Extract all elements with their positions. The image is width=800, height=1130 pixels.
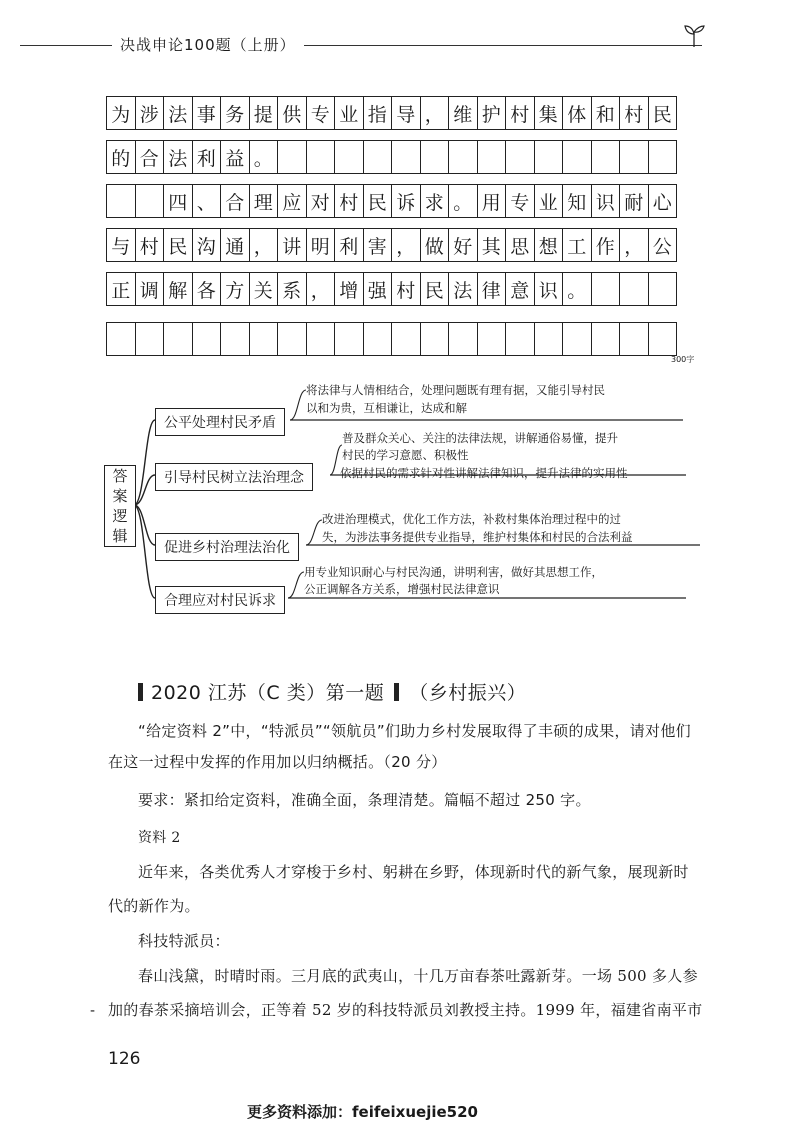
grid-cell: ， [250,229,279,261]
grid-cell: ， [307,273,336,305]
grid-cell: 法 [164,97,193,129]
requirement-text: 要求：紧扣给定资料，准确全面，条理清楚。篇幅不超过 250 字。 [138,791,591,809]
grid-cell: 应 [278,185,307,217]
grid-cell: 各 [193,273,222,305]
branch-2-note-2: 村民的学习意愿、积极性 [342,448,469,462]
branch-4-note-2: 公正调解各方关系，增强村民法律意识 [304,582,500,596]
grid-cell: 求 [421,185,450,217]
grid-cell: 害 [364,229,393,261]
grid-cell: 利 [335,229,364,261]
grid-cell: 想 [535,229,564,261]
branch-1: 公平处理村民矛盾 [155,408,285,436]
grid-cell: 村 [620,97,649,129]
grid-cell: 公 [649,229,678,261]
grid-cell: 知 [563,185,592,217]
grid-cell: 其 [478,229,507,261]
grid-cell: 讲 [278,229,307,261]
branch-1-note-2: 以和为贵，互相谦让，达成和解 [306,401,467,415]
grid-cell: 方 [221,273,250,305]
grid-cell: 作 [592,229,621,261]
material-paragraph-1b: 代的新作为。 [108,897,200,915]
grid-cell: 务 [221,97,250,129]
material-paragraph-2a: 春山浅黛，时晴时雨。三月底的武夷山，十几万亩春茶吐露新芽。一场 500 多人参 [138,967,698,985]
sub-heading: 科技特派员： [138,932,230,950]
grid-cell: 合 [136,141,165,173]
grid-cell: 沟 [193,229,222,261]
grid-cell: 增 [335,273,364,305]
grid-cell: 业 [335,97,364,129]
grid-cell: 识 [592,185,621,217]
grid-cell: 解 [164,273,193,305]
grid-cell: 利 [193,141,222,173]
grid-cell: 村 [392,273,421,305]
grid-cell: 意 [506,273,535,305]
grid-cell: 为 [107,97,136,129]
grid-cell: 维 [449,97,478,129]
branch-3: 促进乡村治理法治化 [155,533,299,561]
mindmap-root [104,465,136,547]
grid-cell: 对 [307,185,336,217]
grid-cell: 律 [478,273,507,305]
grid-cell: 强 [364,273,393,305]
grid-cell: 系 [278,273,307,305]
book-title: 决战申论100题（上册） [112,34,304,55]
grid-cell: 。 [563,273,592,305]
grid-cell: 村 [335,185,364,217]
grid-cell: 的 [107,141,136,173]
grid-cell: 调 [136,273,165,305]
branch-1-note-1: 将法律与人情相结合，处理问题既有理有据，又能引导村民 [306,383,605,397]
branch-3-note-2: 失，为涉法事务提供专业指导，维护村集体和村民的合法利益 [322,530,633,544]
grid-cell: 用 [478,185,507,217]
branch-4: 合理应对村民诉求 [155,586,285,614]
page-number: 126 [108,1049,141,1069]
grid-cell: 识 [535,273,564,305]
word-count-marker: 300字 [671,355,695,364]
material-paragraph-1a: 近年来，各类优秀人才穿梭于乡村、躬耕在乡野，体现新时代的新气象，展现新时 [138,863,689,881]
root-label: 答案逻辑 [112,467,128,545]
grid-cell: 做 [421,229,450,261]
grid-cell: 民 [649,97,678,129]
grid-cell: 民 [421,273,450,305]
grid-cell: 关 [250,273,279,305]
grid-cell: 涉 [136,97,165,129]
grid-cell: 事 [193,97,222,129]
grid-cell: 护 [478,97,507,129]
grid-cell: 通 [221,229,250,261]
grid-cell: 民 [164,229,193,261]
branch-2-note-3: 依据村民的需求针对性讲解法律知识，提升法律的实用性 [340,466,628,480]
question-topic: （乡村振兴） [409,682,527,704]
question-source: 2020 江苏（C 类）第一题 [151,682,385,704]
grid-cell: 明 [307,229,336,261]
grid-cell: 合 [221,185,250,217]
branch-3-note-1: 改进治理模式，优化工作方法，补救村集体治理过程中的过 [322,512,621,526]
grid-cell: 耐 [620,185,649,217]
grid-cell: ， [620,229,649,261]
margin-mark: - [90,1003,96,1019]
grid-cell: 和 [592,97,621,129]
grid-cell: 益 [221,141,250,173]
grid-cell: 理 [250,185,279,217]
grid-cell: 业 [535,185,564,217]
grid-cell: 诉 [392,185,421,217]
grid-cell: 。 [449,185,478,217]
branch-2: 引导村民树立法治理念 [155,463,313,491]
grid-cell: 好 [449,229,478,261]
grid-cell: 四 [164,185,193,217]
grid-cell: 民 [364,185,393,217]
question-line-1: “给定资料 2”中，“特派员”“领航员”们助力乡村发展取得了丰硕的成果，请对他们 [138,722,691,740]
grid-cell: 村 [506,97,535,129]
grid-cell: 、 [193,185,222,217]
grid-cell: 集 [535,97,564,129]
heading-bar-left-icon [138,683,143,701]
grid-cell: 思 [506,229,535,261]
grid-cell: 提 [250,97,279,129]
grid-cell: 供 [278,97,307,129]
grid-cell: 。 [250,141,279,173]
material-label: 资料 2 [138,830,181,846]
material-paragraph-2b: 加的春茶采摘培训会，正等着 52 岁的科技特派员刘教授主持。1999 年，福建省南平市 [108,1001,703,1019]
grid-cell: ， [421,97,450,129]
grid-cell: ， [392,229,421,261]
grid-cell: 正 [107,273,136,305]
grid-cell: 法 [449,273,478,305]
grid-cell: 导 [392,97,421,129]
branch-4-note-1: 用专业知识耐心与村民沟通，讲明利害，做好其思想工作， [304,565,603,579]
branch-2-note-1: 普及群众关心、关注的法律法规，讲解通俗易懂，提升 [342,431,618,445]
question-heading [138,678,526,705]
grid-cell: 村 [136,229,165,261]
grid-cell: 与 [107,229,136,261]
heading-bar-right-icon [394,683,399,701]
grid-cell: 专 [506,185,535,217]
grid-cell: 专 [307,97,336,129]
footer-note: 更多资料添加：feifeixuejie520 [247,1103,478,1121]
grid-cell: 指 [364,97,393,129]
grid-cell: 工 [563,229,592,261]
grid-cell: 心 [649,185,678,217]
grid-cell: 体 [563,97,592,129]
question-line-2: 在这一过程中发挥的作用加以归纳概括。（20 分） [108,753,447,771]
grid-cell: 法 [164,141,193,173]
